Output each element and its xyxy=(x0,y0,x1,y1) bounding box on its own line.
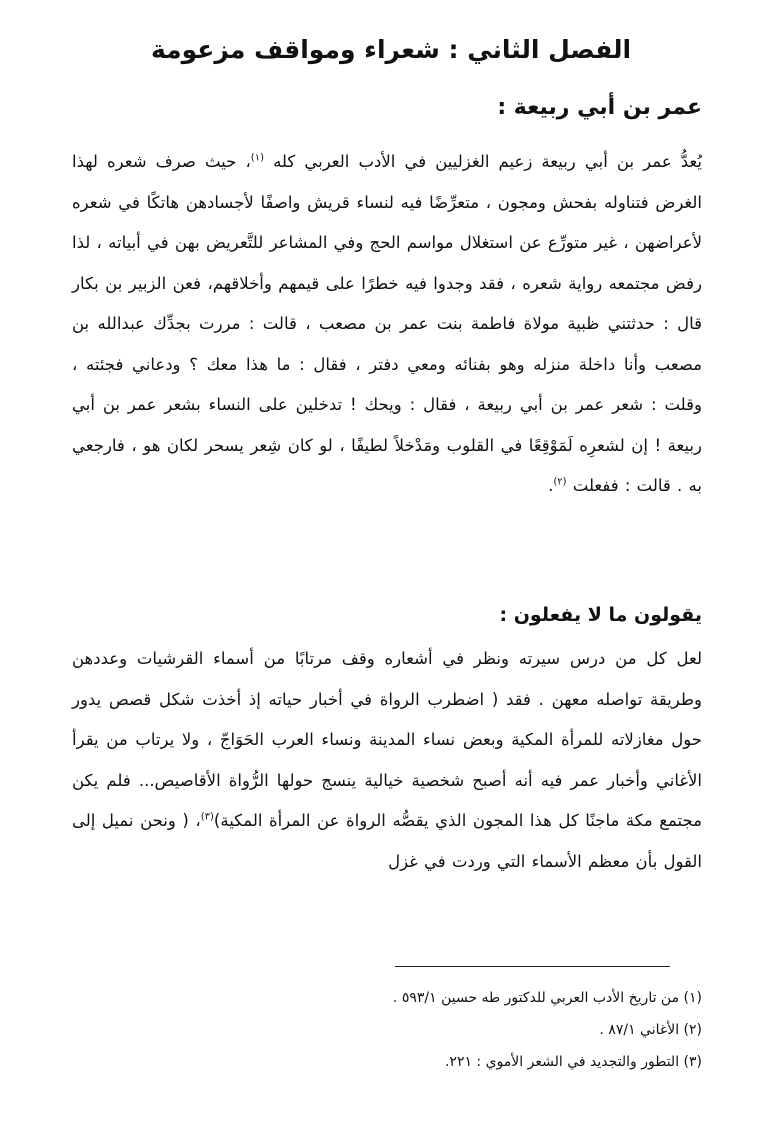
section-heading-umar: عمر بن أبي ربيعة : xyxy=(497,95,702,120)
footnote-2: (٢) الأغاني ٨٧/١ . xyxy=(599,1022,702,1038)
footnote-3: (٣) التطور والتجديد في الشعر الأموي : ٢٢١. xyxy=(444,1054,702,1070)
footnote-ref-1: (١) xyxy=(250,152,264,164)
section-heading-they-say: يقولون ما لا يفعلون : xyxy=(499,604,702,626)
paragraph-text: ، حيث صرف شعره لهذا الغرض فتناوله بفحش ومجون ، متعرِّضًا فيه لنساء قريش واصفًا لأجسادهن هاتكًا في شعره لأعراضهن ، غير متورِّع عن استغلال مواسم الحج وفي المشاعر للتَّعريض بهن في أبياته ، لذا رفض مجتمعه رواية شعره ، فقد وجدوا فيه خطرًا على قيمهم وأخلاقهم، فعن الزبير بن بكار قال : حدثتني ظبية مولاة فاطمة بنت عمر بن مصعب ، قالت : مررت بجدِّك عبدالله بن مصعب وأنا داخلة منزله وهو بفنائه ومعي دفتر ، فقال : ما هذا معك ؟ ودعاني فجئته ، وقلت : شعر عمر بن أبي ربيعة ، فقال : ويحك ! تدخلين على النساء بشعر عمر بن أبي ربيعة ! إن لشعرِه لَمَوْقِعًا في القلوب ومَدْخلاً لطيفًا ، لو كان شِعر يسحر لكان هو ، فارجعي به . قالت : ففعلت xyxy=(72,152,702,495)
paragraph-umar-biography xyxy=(72,142,702,507)
footnote-divider xyxy=(395,966,670,967)
footnote-ref-3: (٣) xyxy=(200,811,214,823)
paragraph-text: ، ( ونحن نميل إلى القول بأن معظم الأسماء التي وردت في غزل xyxy=(72,811,702,871)
paragraph-text: . xyxy=(548,476,554,495)
paragraph-quraysh-women xyxy=(72,639,702,882)
paragraph-text: لعل كل من درس سيرته ونظر في أشعاره وقف مرتابًا من أسماء القرشيات وعددهن وطريقة تواصله معهن . فقد ( اضطرب الرواة في أخبار حياته إذ أخذت شكل قصص يدور حول مغازلاته للمرأة المكية وبعض نساء المدينة ونساء العرب الحَوَاجّ ، ولا يرتاب من يقرأ الأغاني وأخبار عمر فيه أنه أصبح شخصية خيالية ينسج حولها الرُّواة الأقاصيص... فلم يكن مجتمع مكة ماجنًا كل هذا المجون الذي يقصُّه الرواة عن المرأة المكية) xyxy=(72,649,702,830)
paragraph-text: يُعدُّ عمر بن أبي ربيعة زعيم الغزليين في الأدب العربي كله xyxy=(273,152,702,171)
footnote-1: (١) من تاريخ الأدب العربي للدكتور طه حسين ٥٩٣/١ . xyxy=(392,990,702,1006)
footnote-ref-2: (٢) xyxy=(553,476,567,488)
footnotes-list xyxy=(72,982,702,1078)
chapter-title: الفصل الثاني : شعراء ومواقف مزعومة xyxy=(150,35,632,64)
